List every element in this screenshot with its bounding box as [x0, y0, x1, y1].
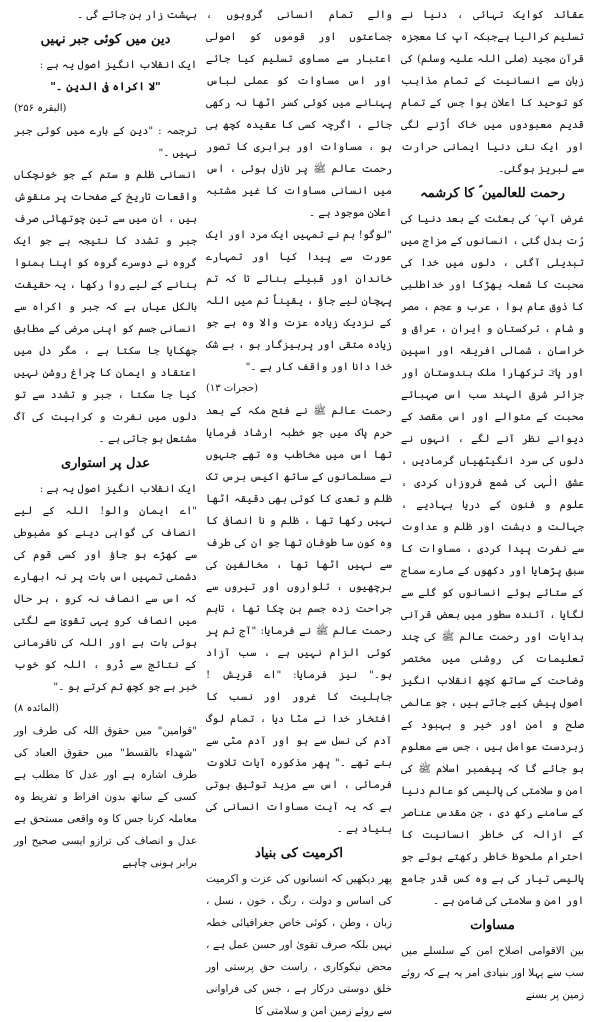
paragraph: ایک انقلاب انگیز اصول یہ ہے : [39, 59, 197, 71]
text-column-left [14, 4, 197, 869]
section-heading: عدل پر استواری [60, 456, 151, 471]
paragraph: بہشت زار بن جائے گی ۔ [76, 9, 197, 21]
section-heading: مساوات [470, 918, 515, 933]
paragraph: ترجمہ : "دین کے بارے میں کوئی جبر نہیں ۔" [14, 125, 197, 159]
paragraph: انسانی ظلم و ستم کے جو خونچکاں واقعات تاریخ کے صفحات پر منقوش ہیں ، ان میں سے تین چوتھائی صرف جبر و تشدد کا نتیجہ ہے جو ایک گروہ نے دوسرے گروہ کو اپنا ہمنوا بنانے کے لیے روا رکھا ، یہ حقیقت بالکل عیاں ہے کہ جبر و اکراہ سے انسانی جسم کو اپنی مرضی کے مطابق جھکایا جا سکتا ہے ، مگر دل میں اعتقاد و ایمان کا چراغ روشن نہیں کیا جا سکتا ، جبر و تشدد سے تو دلوں میں نفرت و کراہیت کی آگ مشتعل ہو جاتی ہے ۔ [14, 169, 197, 445]
citation-reference: (المائدہ ۸) [14, 703, 59, 714]
section-heading: اکرمیت کی بنیاد [255, 846, 343, 861]
citation-reference: (البقرہ ۲۵۶) [14, 103, 67, 114]
paragraph: غرض آپ ؐ کی بعثت کے بعد دنیا کی رُت بدل گئی ، انسانوں کے مزاج میں تبدیلی آگئی ، دلوں میں خدا کی محبت کا شعلہ بھڑکا اور خداطلبی کا ذوق عام ہوا ، عرب و عجم ، مصر و شام ، ترکستان و ایران ، عراق و خراسان ، شمالی افریقہ اور اسپین اور پاکؔ ترکھارا ملک ہندوستان اور جزائر شرق الہند سب اس صہبائے محبت کے متوالے اور اس مقصد کے دیوانے نظر آنے لگے ، انہوں نے دلوں کی سرد انگیٹھیاں گرمادیں ، عشق الٰہی کی شمع فروزاں کردی ، علوم و فنون کے دریا بہادیے ، جہالت و دہشت اور ظلم و عداوت سے نفرت پیدا کردی ، مساوات کا سبق پڑھایا اور دکھوں کے مارے سماج کے ستائے ہوئے انسانوں کو گلے سے لگایا ، آئندہ سطور میں بعض قرآنی ہدایات اور رحمت عالم ﷺ کی چند تعلیمات کی روشنی میں مختصر وضاحت کے ساتھ کچھ انقلاب انگیز اصول پیش کیے جاتے ہیں ، جو عالمی صلح و امن اور خیر و بہبود کے زبردست عوامل ہیں ، جس سے معلوم ہو جائے گا کہ پیغمبر اسلام ﷺ کی امن و سلامتی کی پالیسی کو عالم دنیا کے سامنے رکھ دی ، جن مقدس عناصر کے ازالہ کی خاطر انسانیت کا احترام ملحوظ خاطر رکھتے ہوئے جو پالیسی تیار کی ہے وہ کس قدر جامع اور امن و سلامتی کی ضامن ہے ۔ [401, 213, 584, 907]
paragraph: عقائد کوایک تہائی ، دنیا نے تسلیم کرالیا ہےجبکہ آپ کا معجزہ قرآن مجید (صلی اللہ علیہ وسلم) کی زبان سے انسانیت کے تمام مذاہب کو توحید کا اعلان ہوا جس کے تمام قدیم معبودوں میں خاک اُڑنے لگی اور ایک نئی دنیا ایمانی حرارت سے لبریز ہوگئی۔ [401, 9, 584, 175]
section-heading: دین میں کوئی جبر نہیں [40, 32, 171, 47]
quoted-verse: "لا اکراہ فی الدین ۔" [50, 80, 161, 93]
paragraph: "اے ایمان والو! اللہ کے لیے انصاف کی گواہی دینے کو مضبوطی سے کھڑے ہو جاؤ اور کسی قوم کی دشمنی تمہیں اس بات پر نہ ابھارے کہ اس سے انصاف نہ کرو ، ہر حال میں انصاف کرو یہی تقویٰ سے لگتی ہوئی بات ہے اور اللہ کی نافرمانی کے نتائج سے ڈرو ، اللہ کو خوب خبر ہے جو کچھ تم کرتے ہو ۔" [14, 505, 197, 693]
paragraph: پھر دیکھیں کہ انسانوں کی عزت و اکرمیت کی اساس و دولت ، رنگ ، خون ، نسل ، زبان ، وطن ، کوئی خاص جغرافیائی خطہ نہیں بلکہ صرف تقویٰ اور حسن عمل ہے ، محض نیکوکاری ، راست حق پرستی اور خلق دوستی درکار ہے ، جس کی فراوانی سے روئے زمین امن و سلامتی کا [206, 873, 392, 1017]
section-heading: رحمت للعالمین ؐ کا کرشمہ [420, 186, 565, 201]
text-column-middle [206, 4, 392, 1017]
paragraph: والے تمام انسانی گروہوں ، جماعتوں اور قوموں کو اصولی اعتبار سے مساوی تسلیم کیا جائے اور اس مساوات کو عملی لباس پہنانے میں کوئی کسر اٹھا نہ رکھی جائے ، اگرچہ کسی کا عقیدہ کچھ ہی ہو ، مساوات اور برابری کا تصور رحمت عالم ﷺ پر نازل ہوئی ، اس میں انسانی مساوات کا غیر مشتبہ اعلان موجود ہے ۔ [206, 9, 392, 219]
paragraph: "قوامین" میں حقوق اللہ کی طرف اور "شھداء بالقسط" میں حقوق العباد کی طرف اشارہ ہے اور عدل کا مطلب ہے کسی کے ساتھ بدون افراط و تفریط وہ معاملہ کرنا جس کا وہ واقعی مستحق ہے عدل و انصاف کی ترازو ایسی صحیح اور برابر ہونی چاہیے [14, 725, 197, 869]
paragraph: ایک انقلاب انگیز اصول یہ ہے : [39, 483, 197, 495]
paragraph: بین الاقوامی اصلاح امن کے سلسلے میں سب سے پہلا اور بنیادی امر یہ ہے کہ روئے زمین پر بسنے [401, 945, 584, 1001]
paragraph: رحمت عالم ﷺ نے فتح مکہ کے بعد حرم پاک میں جو خطبہ ارشاد فرمایا تھا اس میں مخاطب وہ تھے جنہوں نے مسلمانوں کے ساتھ اکیس برس تک ظلم و تعدی کا کوئی بھی دقیقہ اٹھا نہیں رکھا تھا ، ظلم و نا انصافی کا وہ کون سا طوفان تھا جو ان کی طرف سے نہیں اٹھا تھا ، مخالفین کی برچھیوں ، تلواروں اور تیروں سے جراحت زدہ جسم بن چکا تھا ، تاہم رحمت عالم ﷺ نے فرمایا: "آج تم پر کوئی الزام نہیں ہے ، سب آزاد ہو۔" نیز فرمایا: "اے قریش ! جاہلیت کا غرور اور نسب کا افتخار خدا نے مٹا دیا ، تمام لوگ آدم کی نسل سے ہو اور آدم مٹی سے بنے تھے ۔" پھر مذکورہ آیات تلاوت فرمائی ، اس سے مزید توثیق ہوتی ہے کہ یہ آیت مساوات انسانی کی بنیاد ہے ۔ [206, 405, 392, 835]
text-column-right [401, 4, 584, 1001]
citation-reference: (حجرات ۱۳) [206, 383, 259, 394]
paragraph: "لوگو! ہم نے تمہیں ایک مرد اور ایک عورت سے پیدا کیا اور تمہارے خاندان اور قبیلے بنائے تا کہ تم پہچان لیے جاؤ ، یقیناً تم میں اللہ کے نزدیک زیادہ عزت والا وہ ہے جو زیادہ متقی اور پرہیزگار ہو ، بے شک خدا دانا اور واقف کار ہے ۔" [206, 229, 392, 373]
